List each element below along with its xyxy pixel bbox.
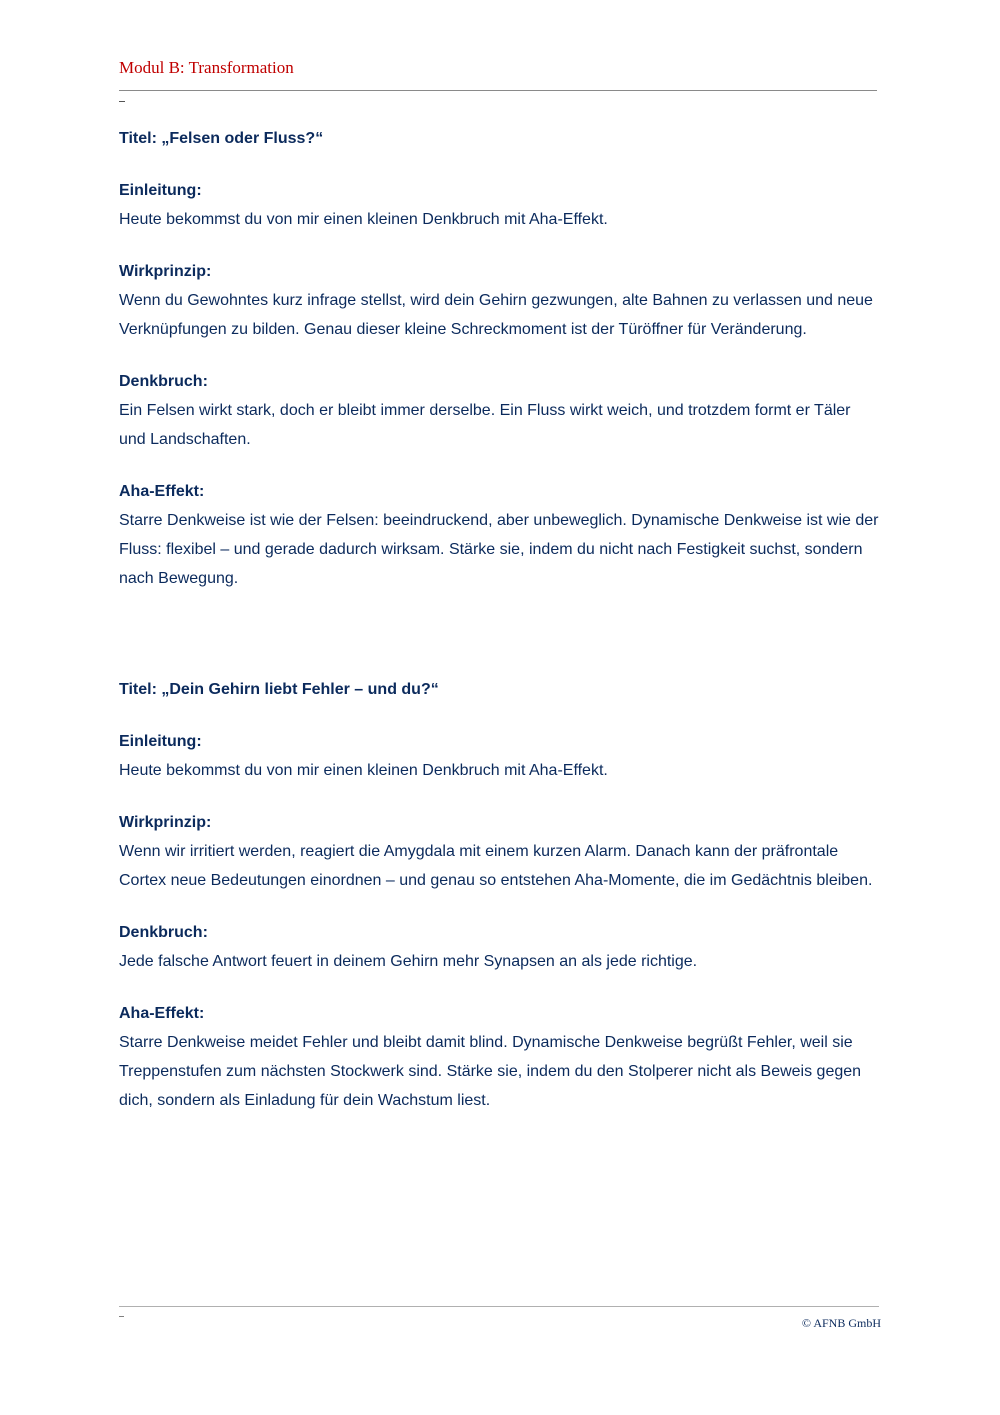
- section-text: Starre Denkweise meidet Fehler und bleibt damit blind. Dynamische Denkweise begrüßt Fehler, weil sie Treppenstufen zum nächsten Stockwerk sind. Stärke sie, indem du den Stolperer nicht als Beweis gegen dich, sondern als Einladung für dein Wachstum liest.: [119, 1034, 862, 1109]
- footer-copyright: © AFNB GmbH: [801, 1316, 881, 1330]
- section-heading: Wirkprinzip:: [119, 814, 212, 831]
- section-denkbruch: [119, 918, 881, 976]
- header-module-title: Modul B: Transformation: [119, 58, 294, 77]
- section-heading: Denkbruch:: [119, 373, 208, 390]
- section-text: Ein Felsen wirkt stark, doch er bleibt immer derselbe. Ein Fluss wirkt weich, und trotzdem formt er Täler und Landschaften.: [119, 402, 851, 448]
- section-text: Heute bekommst du von mir einen kleinen Denkbruch mit Aha-Effekt.: [119, 762, 608, 779]
- section-text: Wenn du Gewohntes kurz infrage stellst, wird dein Gehirn gezwungen, alte Bahnen zu verlassen und neue Verknüpfungen zu bilden. Genau dieser kleine Schreckmoment ist der Türöffner für Veränderung.: [119, 292, 873, 338]
- section-heading: Aha-Effekt:: [119, 483, 205, 500]
- entry-title: Titel: „Felsen oder Fluss?“: [119, 130, 324, 147]
- footer-divider: [119, 1306, 879, 1307]
- document-content: [119, 124, 881, 1115]
- entry-title: Titel: „Dein Gehirn liebt Fehler – und du?“: [119, 681, 439, 698]
- section-wirkprinzip: [119, 808, 881, 895]
- section-einleitung: [119, 176, 881, 234]
- section-wirkprinzip: [119, 257, 881, 344]
- section-heading: Einleitung:: [119, 182, 202, 199]
- entry-felsen-oder-fluss: [119, 124, 881, 593]
- section-text: Jede falsche Antwort feuert in deinem Gehirn mehr Synapsen an als jede richtige.: [119, 953, 698, 970]
- section-text: Starre Denkweise ist wie der Felsen: beeindruckend, aber unbeweglich. Dynamische Denkweise ist wie der Fluss: flexibel – und gerade dadurch wirksam. Stärke sie, indem du nicht nach Festigkeit suchst, sondern nach Bewegung.: [119, 512, 879, 587]
- section-aha-effekt: [119, 999, 881, 1115]
- section-denkbruch: [119, 367, 881, 454]
- header-divider-mark: [119, 101, 125, 102]
- entry-gehirn-liebt-fehler: [119, 675, 881, 1115]
- section-aha-effekt: [119, 477, 881, 593]
- section-heading: Denkbruch:: [119, 924, 208, 941]
- footer-divider-mark: [119, 1316, 124, 1317]
- section-text: Heute bekommst du von mir einen kleinen Denkbruch mit Aha-Effekt.: [119, 211, 608, 228]
- header-divider: [119, 90, 877, 91]
- section-heading: Einleitung:: [119, 733, 202, 750]
- section-einleitung: [119, 727, 881, 785]
- section-text: Wenn wir irritiert werden, reagiert die Amygdala mit einem kurzen Alarm. Danach kann der präfrontale Cortex neue Bedeutungen einordnen – und genau so entstehen Aha-Momente, die im Gedächtnis bleiben.: [119, 843, 873, 889]
- section-heading: Wirkprinzip:: [119, 263, 212, 280]
- section-heading: Aha-Effekt:: [119, 1005, 205, 1022]
